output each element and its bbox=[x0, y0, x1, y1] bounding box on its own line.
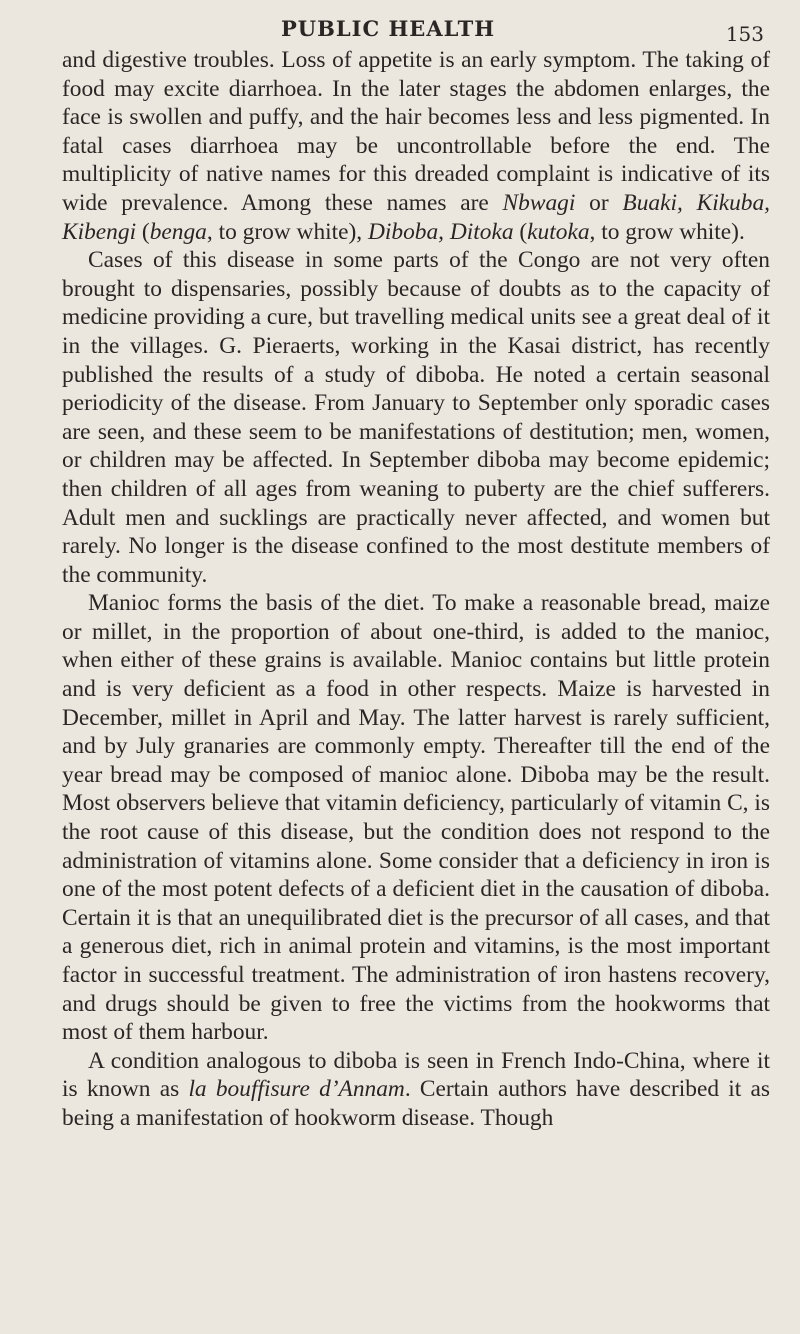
text-run: , to grow white), bbox=[206, 218, 368, 245]
native-name: Buaki, Kikuba, Kibengi bbox=[62, 189, 771, 245]
paragraph-manioc-diet: Manioc forms the basis of the diet. To make a reasonable bread, maize or millet, in the proportion of about one-third, is added to the manioc, when either of these grains is available. Manioc contains but little protein and is very deficient as a food in other respects. Maize is harvested in December, millet in April and May. The latter harvest is rarely sufficient, and by July granaries are commonly empty. Thereafter till the end of the year bread may be composed of manioc alone. Diboba may be the result. Most observers believe that vitamin deficiency, particularly of vitamin C, is the root cause of this disease, but the condition does not respond to the administration of vitamins alone. Some consider that a deficiency in iron is one of the most potent defects of a deficient diet in the causation of diboba. Certain it is that an unequilibrated diet is the precursor of all cases, and that a generous diet, rich in animal protein and vitamins, is the most important factor in successful treatment. The administration of iron hastens recovery, and drugs should be given to free the victims from the hookworms that most of them harbour. bbox=[62, 590, 770, 1046]
native-name: Nbwagi bbox=[502, 189, 576, 216]
running-head-title: PUBLIC HEALTH bbox=[281, 16, 496, 41]
text-run: or bbox=[575, 189, 623, 216]
text-run: and digestive troubles. Loss of appetite is an early symptom. The taking of food may excite diarrhoea. In the later stages the abdomen enlarges, the face is swollen and puffy, and the hair becomes less and less pigmented. In fatal cases diarrhoea may be uncontrollable before the end. The multiplicity of native names for this dreaded complaint is indicative of its wide prevalence. Among these names are bbox=[62, 47, 770, 216]
paragraph-continued bbox=[62, 46, 770, 246]
page-number: 153 bbox=[725, 22, 764, 46]
body-text bbox=[62, 46, 770, 1133]
text-run: ( bbox=[513, 218, 528, 245]
text-run: ( bbox=[136, 218, 150, 245]
native-word: benga bbox=[149, 218, 207, 245]
french-term: la bouffisure d’Annam bbox=[188, 1076, 405, 1103]
paragraph-indo-china bbox=[62, 1047, 770, 1133]
text-run: . Certain authors have described it as being a manifestation of hookworm disease. Though bbox=[62, 1076, 770, 1131]
text-run: , to grow white). bbox=[589, 218, 745, 245]
running-head bbox=[62, 8, 770, 48]
native-word: kutoka bbox=[527, 218, 590, 245]
paragraph-congo-cases: Cases of this disease in some parts of the Congo are not very often brought to dispensaries, possibly because of doubts as to the capacity of medicine providing a cure, but travelling medical units see a great deal of it in the villages. G. Pieraerts, working in the Kasai district, has recently published the results of a study of diboba. He noted a certain seasonal periodicity of the disease. From January to September only sporadic cases are seen, and these seem to be manifestations of destitution; men, women, or children may be affected. In September diboba may become epidemic; then children of all ages from weaning to puberty are the chief sufferers. Adult men and sucklings are practically never affected, and women but rarely. No longer is the disease confined to the most destitute members of the community. bbox=[62, 247, 770, 588]
text-run: A condition analogous to diboba is seen in French Indo-China, where it is known as bbox=[62, 1047, 770, 1103]
native-name: Diboba, Ditoka bbox=[368, 218, 514, 245]
